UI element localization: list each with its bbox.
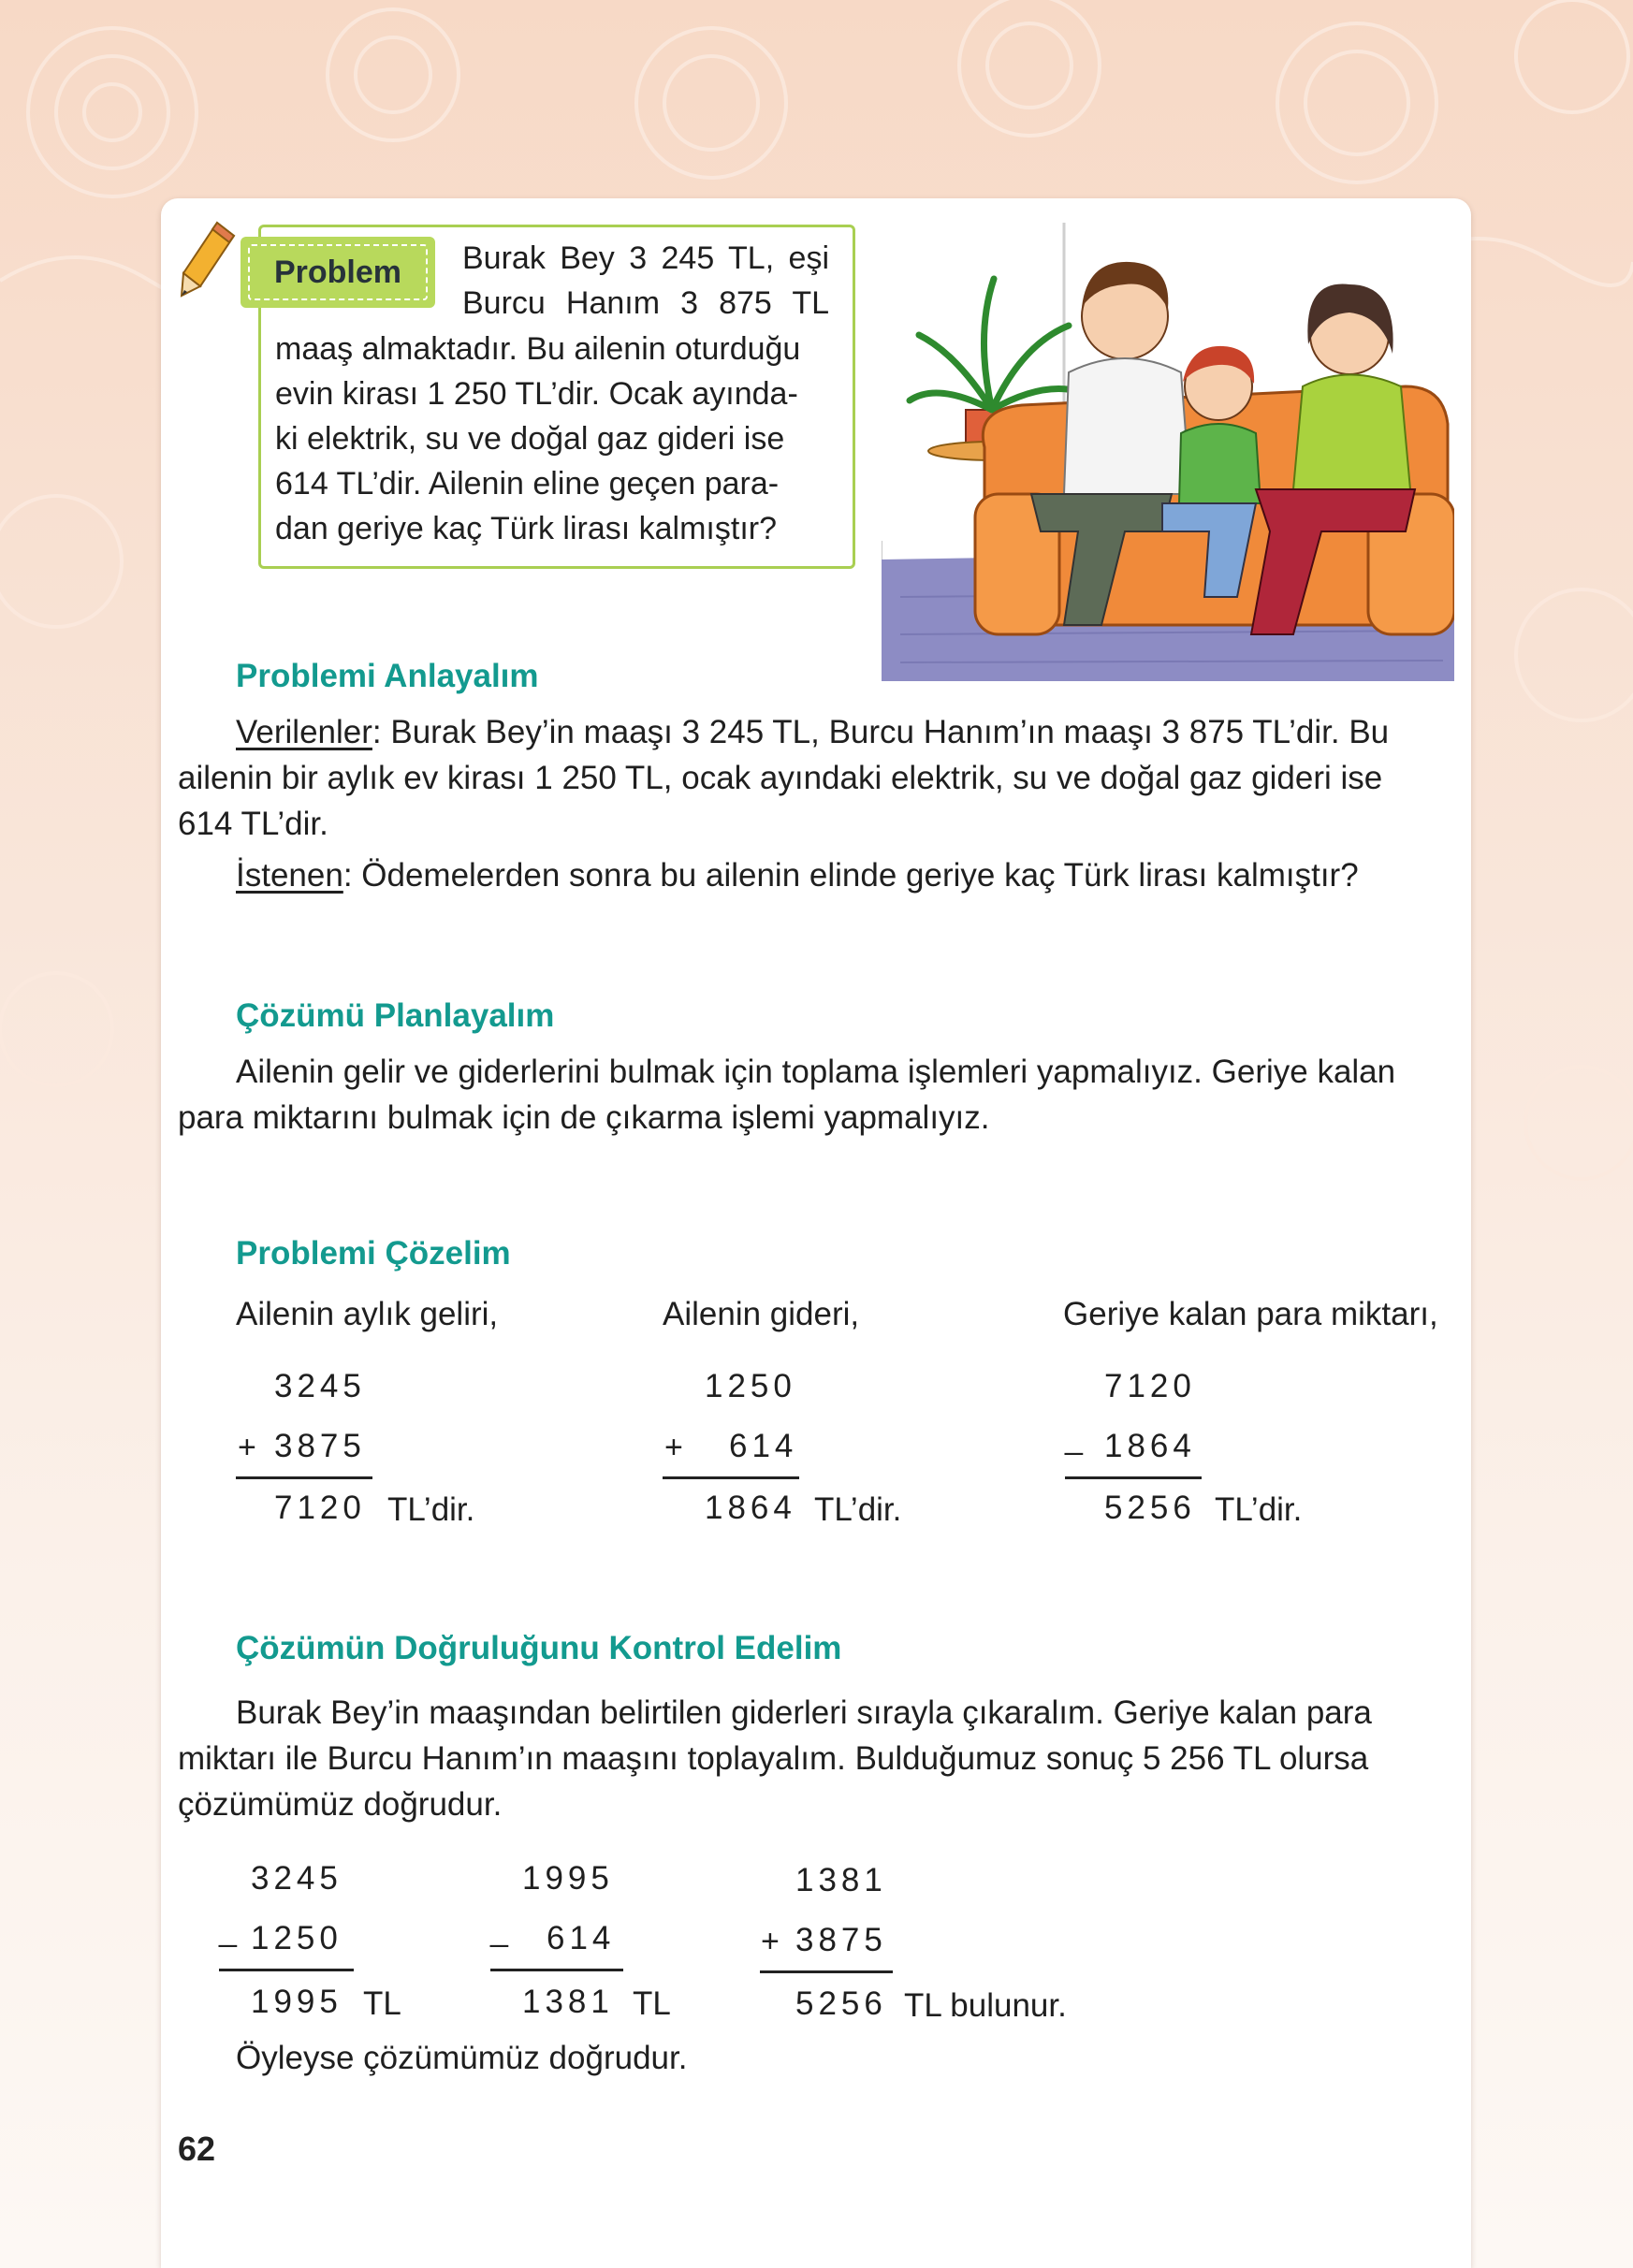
check-op3-a: 1381 [795,1862,887,1898]
given-line-1 [236,710,1389,755]
solve-col3-a: 7120 [1104,1368,1196,1404]
problem-tag-label: Problem [248,244,428,300]
plan-title: Çözümü Planlayalım [236,997,555,1034]
plan-line-1: Ailenin gelir ve giderlerini bulmak için toplama işlemleri yapmalıyız. Geriye kalan [236,1054,1396,1090]
solve-col3-label: Geriye kalan para miktarı, [1063,1296,1438,1332]
problem-line-5: ki elektrik, su ve doğal gaz gideri ise [275,421,785,457]
asked-label: İstenen [236,857,343,894]
given-label: Verilenler [236,714,372,750]
asked-line [236,853,1359,898]
check-conclusion: Öyleyse çözümümüz doğrudur. [236,2040,688,2076]
check-op3-sign: + [761,1924,780,1959]
check-op2-a: 1995 [522,1860,614,1897]
solve-col2-sign: + [664,1430,683,1465]
solve-col2-line [663,1476,799,1479]
given-line-3: 614 TL’dir. [178,806,328,842]
check-op1-a: 3245 [251,1860,343,1897]
family-illustration [882,223,1454,681]
solve-col2-unit: TL’dir. [814,1491,902,1528]
solve-col1-result: 7120 [274,1490,366,1526]
plan-line-2: para miktarını bulmak için de çıkarma işlemi yapmalıyız. [178,1099,990,1136]
pencil-icon [176,217,241,301]
check-title: Çözümün Doğruluğunu Kontrol Edelim [236,1630,842,1666]
check-line-1: Burak Bey’in maaşından belirtilen giderleri sırayla çıkaralım. Geriye kalan para [236,1694,1372,1731]
solve-col1-a: 3245 [274,1368,366,1404]
check-line-2: miktarı ile Burcu Hanım’ın maaşını toplayalım. Bulduğumuz sonuç 5 256 TL olursa [178,1740,1369,1777]
check-op1-unit: TL [363,1985,401,2022]
check-op2-line [490,1969,623,1971]
problem-line-1: Burak Bey 3 245 TL, eşi [462,240,829,276]
asked-text: : Ödemelerden sonra bu ailenin elinde geriye kaç Türk lirası kalmıştır? [343,857,1359,894]
problem-line-4: evin kirası 1 250 TL’dir. Ocak ayında- [275,376,798,412]
solve-col3-b: 1864 [1104,1428,1196,1464]
check-op3-unit: TL bulunur. [904,1987,1067,2024]
solve-col1-label: Ailenin aylık geliri, [236,1296,499,1332]
solve-col3-sign: _ [1065,1420,1083,1456]
check-line-3: çözümümüz doğrudur. [178,1786,503,1823]
page-number: 62 [178,2130,216,2168]
problem-tag [241,237,435,308]
solve-title: Problemi Çözelim [236,1235,511,1272]
solve-col2-label: Ailenin gideri, [663,1296,860,1332]
solve-col3-line [1065,1476,1202,1479]
solve-col2-a: 1250 [705,1368,796,1404]
check-op1-line [219,1969,354,1971]
solve-col3-unit: TL’dir. [1215,1491,1303,1528]
problem-line-3: maaş almaktadır. Bu ailenin oturduğu [275,331,801,367]
solve-col3-result: 5256 [1104,1490,1196,1526]
check-op1-result: 1995 [251,1984,343,2020]
problem-line-6: 614 TL’dir. Ailenin eline geçen para- [275,466,780,502]
solve-col1-b: 3875 [274,1428,366,1464]
solve-col1-unit: TL’dir. [387,1491,475,1528]
check-op1-b: 1250 [251,1920,343,1956]
check-op3-result: 5256 [795,1985,887,2022]
problem-line-7: dan geriye kaç Türk lirası kalmıştır? [275,511,777,546]
check-op2-sign: _ [490,1912,508,1948]
check-op2-b: 614 [547,1920,616,1956]
check-op3-b: 3875 [795,1922,887,1958]
check-op2-unit: TL [633,1985,671,2022]
solve-col2-result: 1864 [705,1490,796,1526]
check-op1-sign: _ [219,1912,237,1948]
check-op2-result: 1381 [522,1984,614,2020]
given-text-1: : Burak Bey’in maaşı 3 245 TL, Burcu Hanım’ın maaşı 3 875 TL’dir. Bu [372,714,1390,750]
check-op3-line [760,1970,893,1973]
solve-col1-line [236,1476,372,1479]
problem-line-2: Burcu Hanım 3 875 TL [462,285,829,321]
understand-title: Problemi Anlayalım [236,658,539,694]
solve-col1-sign: + [238,1430,256,1465]
solve-col2-b: 614 [729,1428,798,1464]
given-line-2: ailenin bir aylık ev kirası 1 250 TL, ocak ayındaki elektrik, su ve doğal gaz gideri ise [178,760,1383,796]
